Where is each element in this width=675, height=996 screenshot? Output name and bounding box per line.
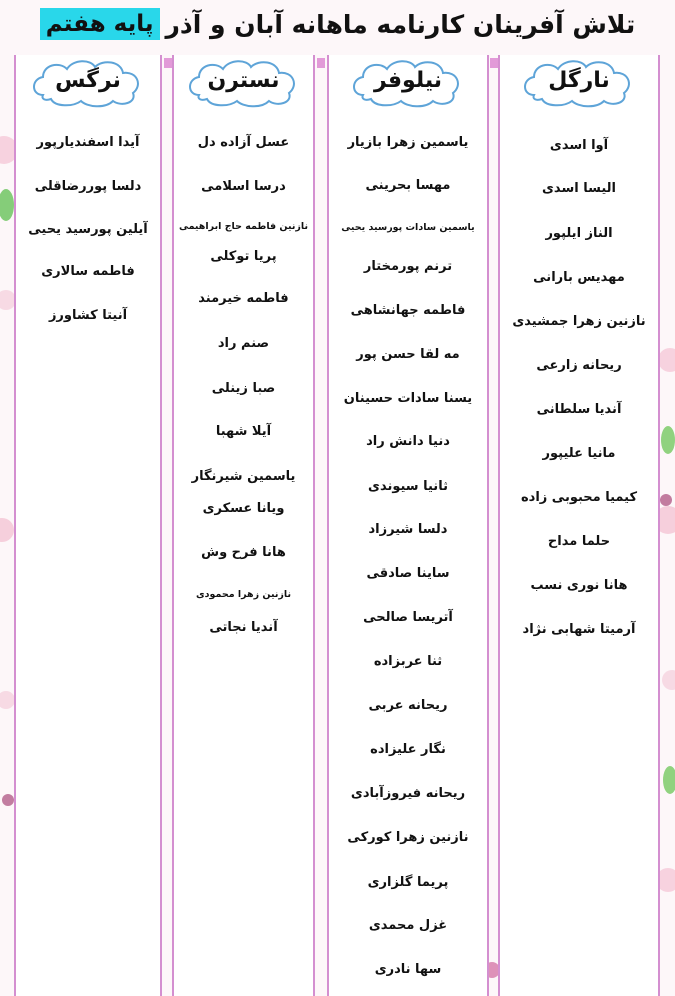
class-column-nastaran (172, 55, 315, 996)
student-name: حلما مداح (547, 534, 611, 549)
student-name: ثنا عربزاده (373, 654, 443, 669)
student-name: ریحانه عربی (368, 698, 448, 713)
student-name: مه لقا حسن پور (356, 347, 460, 362)
student-name: درسا اسلامی (201, 179, 286, 194)
class-name: نرگس (55, 67, 121, 93)
student-name: ریحانه زارعی (536, 358, 622, 373)
student-name: عسل آزاده دل (197, 135, 290, 150)
student-name: نازنین زهرا جمشیدی (512, 314, 646, 329)
student-name: غزل محمدی (368, 918, 448, 933)
page-title-bar (0, 0, 675, 48)
student-name: آتریسا صالحی (363, 610, 453, 625)
student-name: نازنین فاطمه حاج ابراهیمی (178, 221, 309, 232)
student-name: دلسا پوررضاقلی (34, 179, 142, 194)
class-column-nargol (498, 55, 660, 996)
student-name: آیلا شهبا (215, 424, 272, 439)
class-name: نسترن (207, 67, 280, 93)
student-name: یاسمین شیرنگار (191, 469, 296, 484)
class-name: نیلوفر (373, 67, 443, 93)
student-name: یسنا سادات حسینان (343, 391, 473, 406)
student-name: یاسمین سادات پورسید یحیی (341, 222, 475, 233)
page-title: تلاش آفرینان کارنامه ماهانه آبان و آذر (165, 9, 636, 39)
student-name: آرمیتا شهابی نژاد (522, 622, 636, 637)
student-name: مهدیس بارانی (533, 270, 625, 285)
student-name: الناز ایلپور (545, 226, 613, 241)
student-name: نازنین زهرا کورکی (347, 830, 469, 845)
grade-badge: پایه هفتم (40, 8, 160, 40)
student-name: فاطمه خیرمند (198, 291, 289, 306)
student-name: هانا نوری نسب (530, 578, 628, 593)
student-name: دلسا شیرزاد (368, 522, 448, 537)
student-name: آندیا نجاتی (209, 620, 278, 635)
student-name: الیسا اسدی (542, 181, 616, 196)
class-header-niloufar (349, 57, 467, 109)
class-column-narges (14, 55, 162, 996)
student-name: ویانا عسکری (202, 501, 285, 516)
class-header-narges (29, 57, 147, 109)
class-header-nastaran (185, 57, 303, 109)
student-name: صنم راد (217, 336, 270, 351)
column-divider-tab (317, 58, 325, 68)
student-name: فاطمه سالاری (41, 264, 135, 279)
student-name: نگار علیزاده (370, 742, 446, 757)
student-name: هانا فرح وش (201, 545, 286, 560)
student-name: پریا توکلی (210, 249, 277, 264)
student-name: ساینا صادقی (366, 566, 450, 581)
student-name: مهسا بحرینی (365, 178, 451, 193)
student-name: یاسمین زهرا بازیار (347, 135, 469, 150)
student-name: آوا اسدی (549, 138, 609, 153)
student-name: ترنم پورمختار (363, 259, 453, 274)
class-header-nargol (520, 57, 638, 109)
student-name: سها نادری (374, 962, 442, 977)
class-name: نارگل (548, 67, 610, 93)
student-name: آیلین پورسید یحیی (28, 222, 148, 237)
student-name: ریحانه فیروزآبادی (350, 786, 466, 801)
class-column-niloufar (327, 55, 489, 996)
student-name: پریما گلزاری (367, 875, 449, 890)
student-name: آنیتا کشاورز (48, 308, 128, 323)
student-name: کیمیا محبوبی زاده (520, 490, 638, 505)
student-name: مانیا علیپور (542, 446, 616, 461)
student-name: آندیا سلطانی (536, 402, 622, 417)
student-name: صبا زینلی (211, 381, 276, 396)
column-divider-tab (490, 58, 498, 68)
student-name: ثانیا سیوندی (368, 479, 448, 494)
student-name: نازنین زهرا محمودی (195, 589, 292, 600)
student-name: دنیا دانش راد (366, 434, 450, 449)
column-divider-tab (164, 58, 172, 68)
student-name: فاطمه جهانشاهی (350, 303, 466, 318)
student-name: آیدا اسفندیارپور (36, 135, 140, 150)
